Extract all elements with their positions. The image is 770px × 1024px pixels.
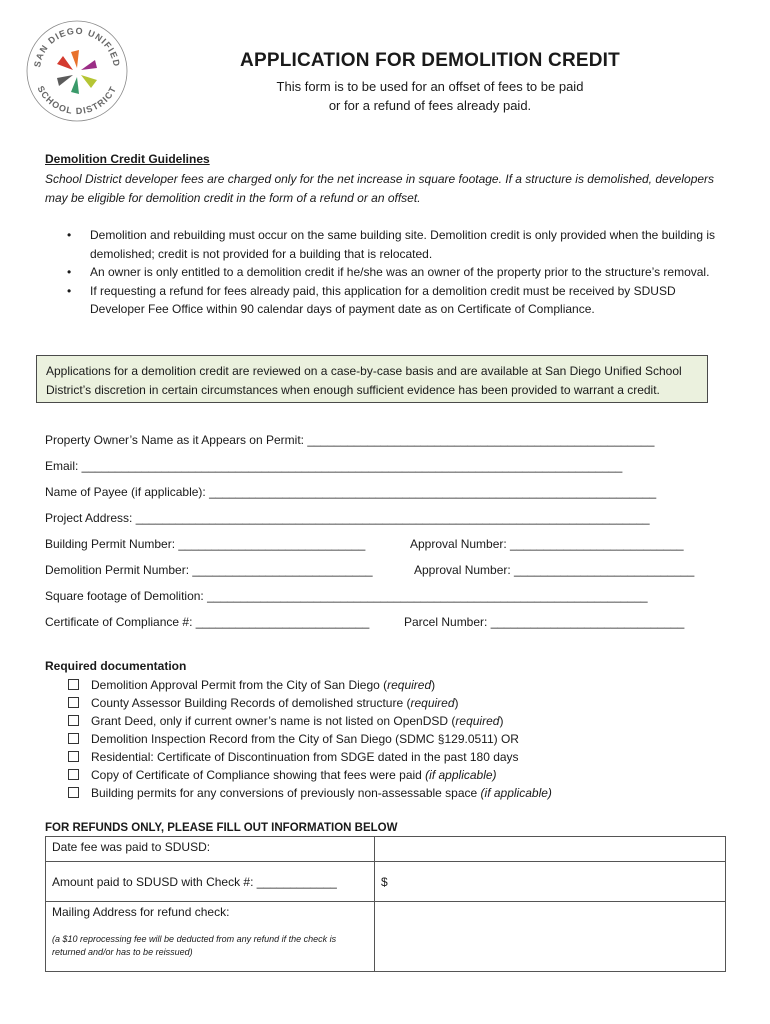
approval-number-field[interactable]: Approval Number: __________________________ [410, 537, 684, 551]
checkbox[interactable] [68, 769, 79, 780]
svg-text:SCHOOL DISTRICT: SCHOOL DISTRICT [35, 84, 119, 117]
checkbox[interactable] [68, 787, 79, 798]
refund-heading: FOR REFUNDS ONLY, PLEASE FILL OUT INFORMATION BELOW [45, 822, 398, 834]
guidelines-heading: Demolition Credit Guidelines [45, 152, 210, 166]
guideline-item: • If requesting a refund for fees already paid, this application for a demolition credit must be received by SDUSD Developer Fee Office within 90 calendar days of payment date as on Certificate of Compliance. [45, 282, 725, 319]
subtitle-line-1: This form is to be used for an offset of fees to be paid [276, 79, 584, 94]
required-doc-item [68, 676, 552, 694]
required-doc-item [68, 730, 552, 748]
subtitle-line-2: or for a refund of fees already paid. [328, 98, 532, 113]
required-doc-item [68, 766, 552, 784]
guidelines-list [45, 226, 725, 319]
required-doc-item [68, 784, 552, 802]
required-doc-item [68, 712, 552, 730]
district-logo [22, 16, 132, 126]
required-doc-tail: ) [431, 678, 436, 692]
required-doc-text: County Assessor Building Records of demolished structure ( [91, 696, 411, 710]
required-doc-qualifier: required [387, 678, 432, 692]
guideline-item: • Demolition and rebuilding must occur on the same building site. Demolition credit is only provided when the building is demolished; credit is not provided for a building that is relocated. [45, 226, 725, 263]
checkbox[interactable] [68, 697, 79, 708]
checkbox[interactable] [68, 751, 79, 762]
discretion-notice: Applications for a demolition credit are reviewed on a case-by-case basis and are available at San Diego Unified School District’s discretion in certain circumstances when enough sufficient evidence has been provided to warrant a credit. [36, 355, 708, 403]
required-docs-heading: Required documentation [45, 659, 187, 673]
square-footage-field[interactable]: Square footage of Demolition: __________________________________________________________________ [45, 589, 648, 603]
demolition-approval-number-field[interactable]: Approval Number: ___________________________ [414, 563, 695, 577]
required-doc-qualifier: required [455, 714, 500, 728]
date-paid-label: Date fee was paid to SDUSD: [46, 837, 375, 862]
required-doc-qualifier: required [410, 696, 455, 710]
required-docs-list [68, 676, 552, 802]
email-field[interactable]: Email: _________________________________________________________________________________ [45, 459, 623, 473]
form-subtitle [170, 77, 690, 115]
certificate-number-field[interactable]: Certificate of Compliance #: __________________________ [45, 615, 370, 629]
mailing-address-cell [46, 902, 375, 972]
required-doc-text: Residential: Certificate of Discontinuation from SDGE dated in the past 180 days [91, 750, 519, 764]
checkbox[interactable] [68, 733, 79, 744]
required-doc-item [68, 694, 552, 712]
parcel-number-field[interactable]: Parcel Number: _____________________________ [404, 615, 685, 629]
required-doc-text: Demolition Inspection Record from the City of San Diego (SDMC §129.0511) OR [91, 732, 519, 746]
guideline-item: • An owner is only entitled to a demolition credit if he/she was an owner of the property prior to the structure’s removal. [45, 263, 725, 282]
svg-text:SAN DIEGO UNIFIED: SAN DIEGO UNIFIED [32, 25, 122, 69]
checkbox[interactable] [68, 679, 79, 690]
payee-field[interactable]: Name of Payee (if applicable): ___________________________________________________________________ [45, 485, 657, 499]
amount-paid-label: Amount paid to SDUSD with Check #: ____________ [46, 862, 375, 902]
project-address-field[interactable]: Project Address: _____________________________________________________________________________ [45, 511, 650, 525]
owner-name-field[interactable]: Property Owner’s Name as it Appears on Permit: ____________________________________________________ [45, 433, 655, 447]
required-doc-text: Building permits for any conversions of previously non-assessable space [91, 786, 481, 800]
required-doc-item [68, 748, 552, 766]
demolition-permit-field[interactable]: Demolition Permit Number: ___________________________ [45, 563, 373, 577]
amount-paid-input[interactable] [375, 862, 726, 902]
checkbox[interactable] [68, 715, 79, 726]
required-doc-text: Grant Deed, only if current owner’s name is not listed on OpenDSD ( [91, 714, 456, 728]
mailing-address-label: Mailing Address for refund check: [52, 905, 230, 919]
dollar-sign: $ [381, 874, 388, 889]
building-permit-field[interactable]: Building Permit Number: ____________________________ [45, 537, 366, 551]
refund-table [45, 836, 726, 972]
required-doc-text: Demolition Approval Permit from the City of San Diego ( [91, 678, 388, 692]
mailing-address-input[interactable] [375, 902, 726, 972]
reprocessing-fee-note: (a $10 reprocessing fee will be deducted from any refund if the check is returned and/or has to be reissued) [52, 934, 337, 957]
required-doc-tail: ) [454, 696, 459, 710]
required-doc-tail: ) [499, 714, 504, 728]
required-doc-qualifier: (if applicable) [480, 786, 552, 800]
form-title: APPLICATION FOR DEMOLITION CREDIT [240, 50, 620, 71]
date-paid-input[interactable] [375, 837, 726, 862]
guidelines-intro: School District developer fees are charged only for the net increase in square footage. If a structure is demolished, developers may be eligible for demolition credit in the form of a refund or an offset. [45, 172, 715, 205]
required-doc-text: Copy of Certificate of Compliance showing that fees were paid [91, 768, 426, 782]
required-doc-qualifier: (if applicable) [425, 768, 497, 782]
